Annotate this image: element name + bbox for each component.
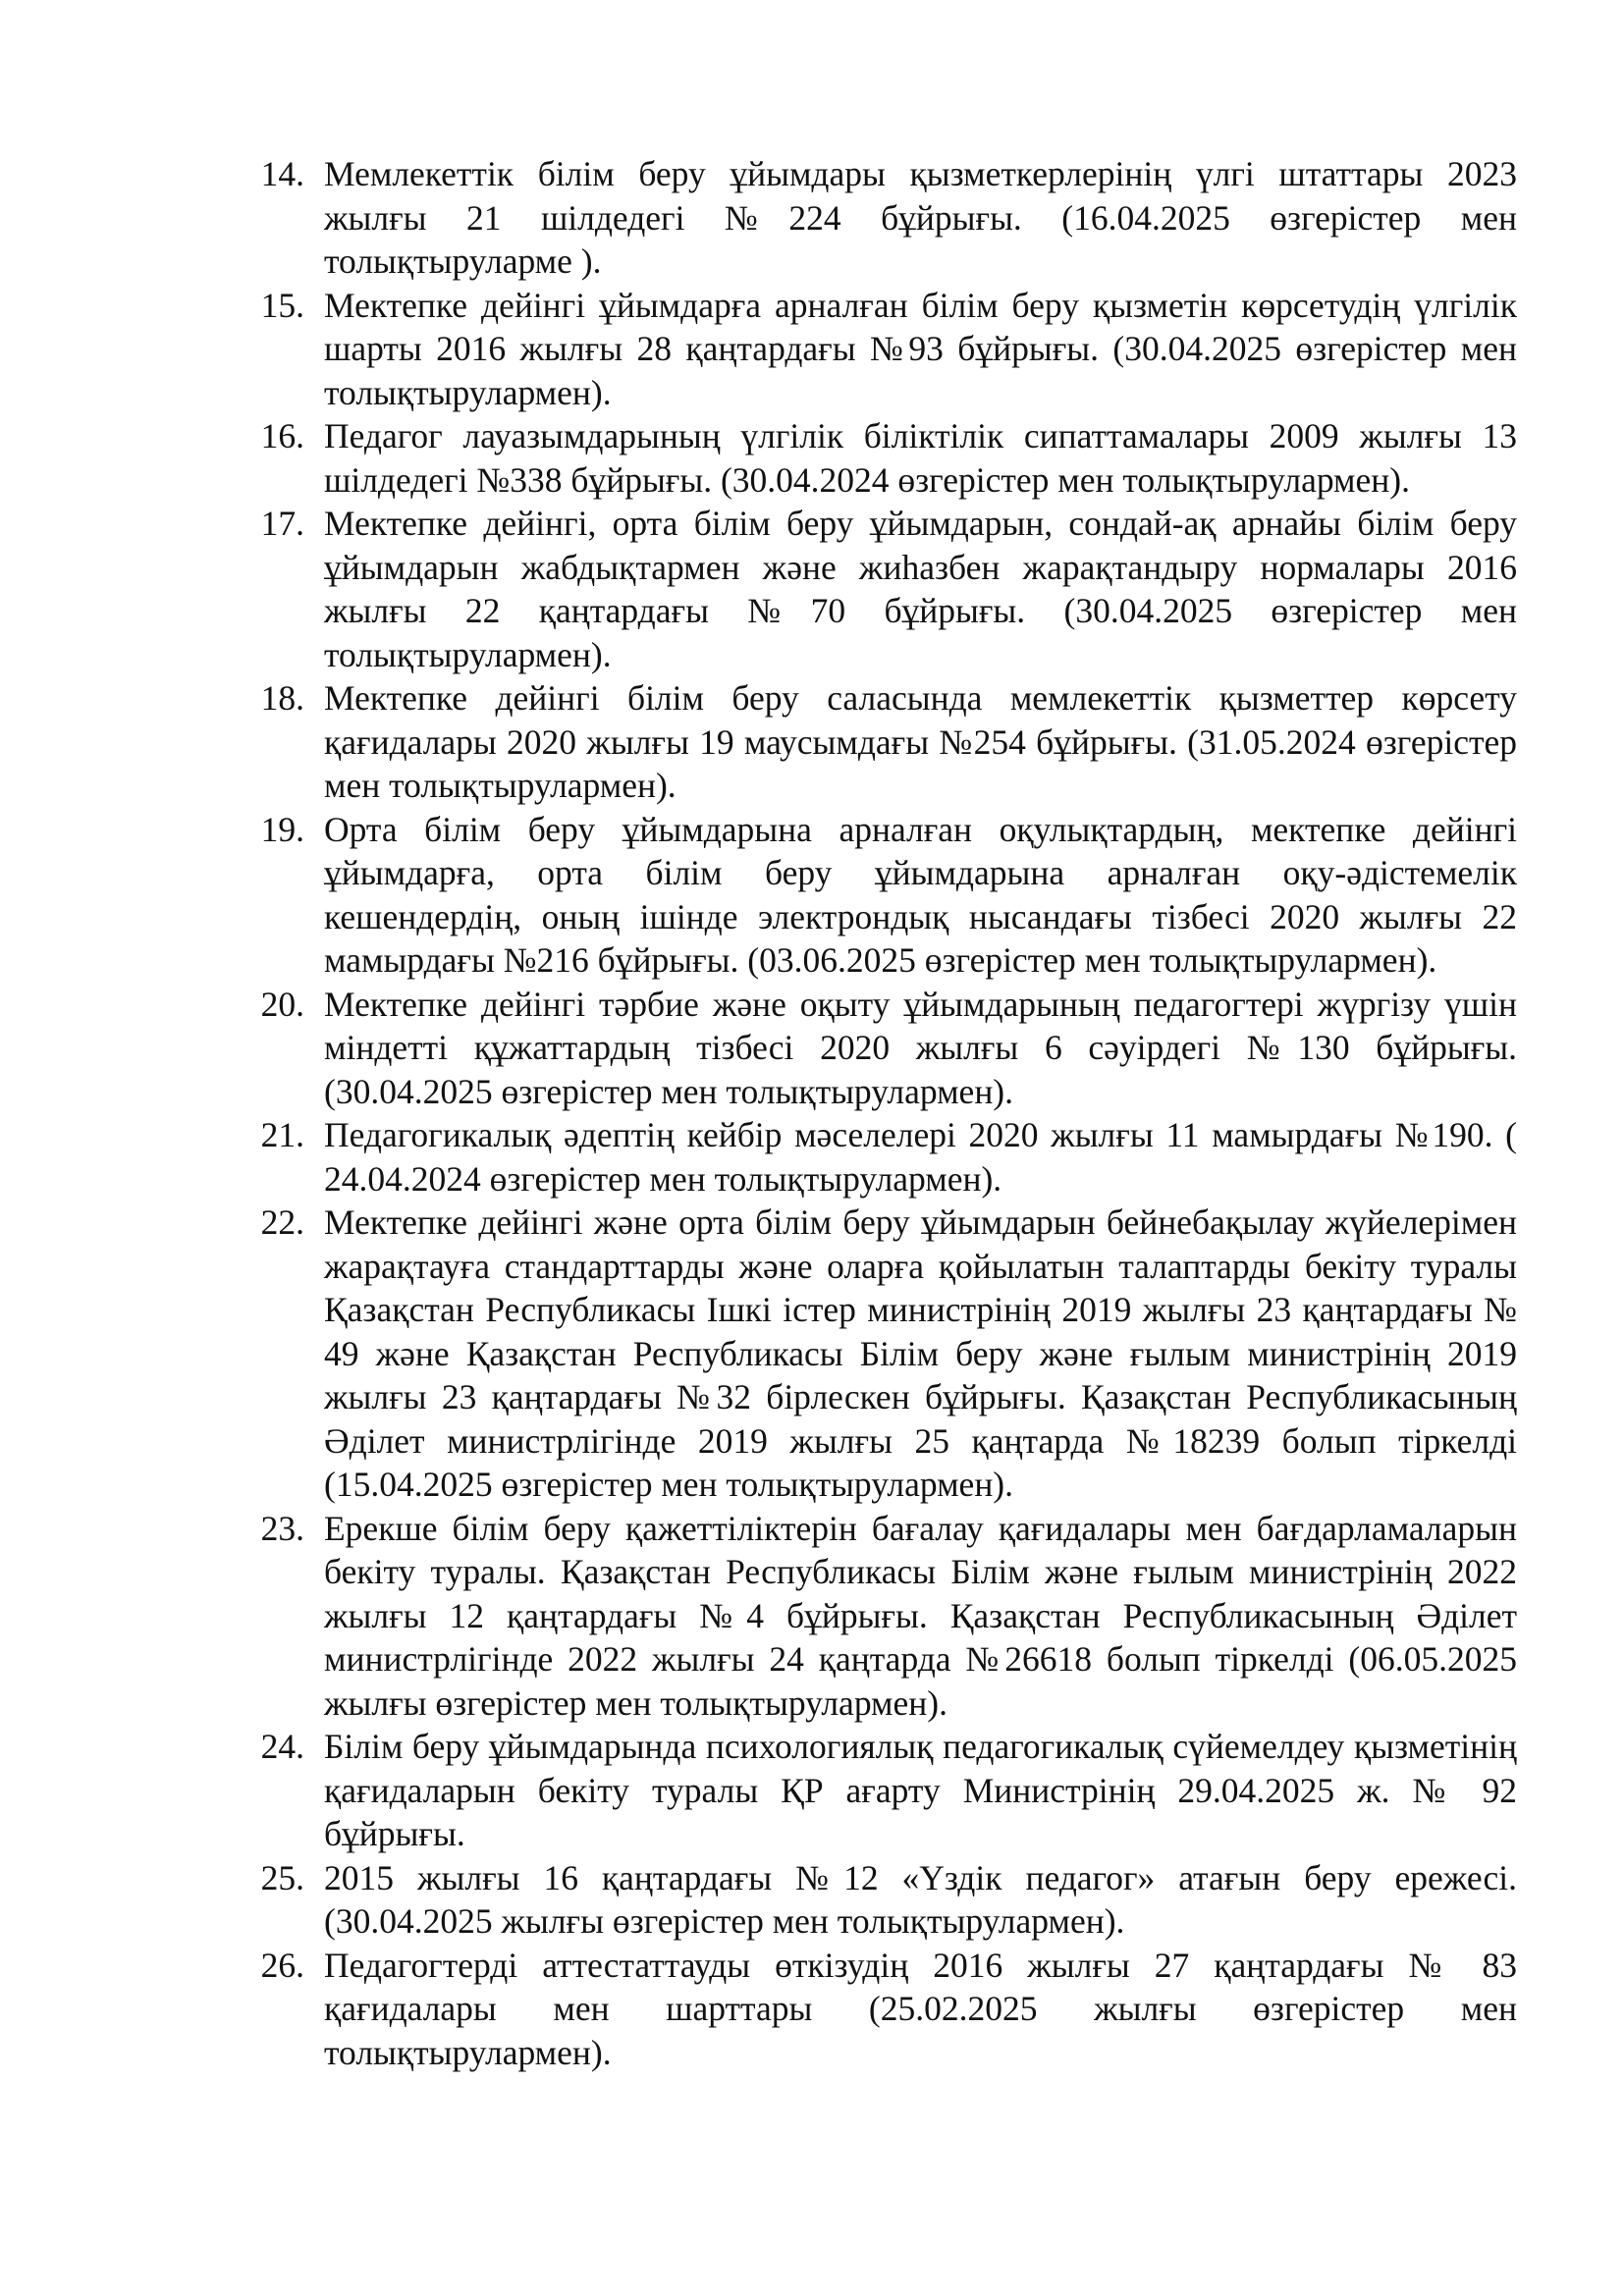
list-item (244, 1113, 1517, 1201)
item-text: Орта білім беру ұйымдарына арналған оқулықтардың, мектепке дейінгі ұйымдарға, орта білім беру ұйымдарына арналған оқу-әдістемелік кешендердің, оның ішінде электрондық нысандағы тізбесі 2020 жылғы 22 мамырдағы №216 бұйрығы. (03.06.2025 өзгерістер мен толықтырулармен). (324, 809, 1517, 980)
list-item (244, 1507, 1517, 1726)
item-text: Мектепке дейінгі, орта білім беру ұйымдарын, сондай-ақ арнайы білім беру ұйымдарын жабдықтармен және жиһазбен жарақтандыру нормалары 2016 жылғы 22 қаңтардағы №70 бұйрығы. (30.04.2025 өзгерістер мен толықтырулармен). (324, 504, 1517, 674)
item-text: Педагогикалық әдептің кейбір мәселелері 2020 жылғы 11 мамырдағы №190. ( 24.04.2024 өзгерістер мен толықтырулармен). (324, 1115, 1517, 1199)
item-text: Мектепке дейінгі тәрбие және оқыту ұйымдарының педагогтері жүргізу үшін міндетті құжаттардың тізбесі 2020 жылғы 6 сәуірдегі №130 бұйрығы. (30.04.2025 өзгерістер мен толықтырулармен). (324, 984, 1517, 1111)
list-item (244, 1725, 1517, 1856)
item-number: 14. (260, 154, 304, 193)
item-text: 2015 жылғы 16 қаңтардағы №12 «Үздік педагог» атағын беру ережесі. (30.04.2025 жылғы өзгерістер мен толықтырулармен). (324, 1857, 1517, 1941)
item-text: Ерекше білім беру қажеттіліктерін бағалау қағидалары мен бағдарламаларын бекіту туралы. Қазақстан Республикасы Білім және ғылым министрінің 2022 жылғы 12 қаңтардағы №4 бұйрығы. Қазақстан Республикасының Әділет министрлігінде 2022 жылғы 24 қаңтарда №26618 болып тіркелді (06.05.2025 жылғы өзгерістер мен толықтырулармен). (324, 1508, 1517, 1723)
item-number: 20. (260, 984, 304, 1024)
list-item (244, 808, 1517, 983)
item-number: 19. (260, 809, 304, 849)
item-number: 26. (260, 1945, 304, 1985)
item-number: 22. (260, 1202, 304, 1242)
item-number: 21. (260, 1115, 304, 1154)
item-number: 25. (260, 1857, 304, 1897)
list-item (244, 676, 1517, 808)
item-number: 17. (260, 504, 304, 543)
list-item (244, 1201, 1517, 1507)
item-number: 23. (260, 1508, 304, 1548)
item-text: Педагог лауазымдарының үлгілік біліктілік сипаттамалары 2009 жылғы 13 шілдедегі №338 бұйрығы. (30.04.2024 өзгерістер мен толықтырулармен). (324, 416, 1517, 500)
item-text: Мектепке дейінгі ұйымдарға арналған білім беру қызметін көрсетудің үлгілік шарты 2016 жылғы 28 қаңтардағы №93 бұйрығы. (30.04.2025 өзгерістер мен толықтырулармен). (324, 285, 1517, 412)
list-item (244, 414, 1517, 502)
regulations-list (244, 152, 1517, 2074)
item-number: 18. (260, 678, 304, 718)
item-number: 16. (260, 416, 304, 455)
list-item (244, 152, 1517, 284)
item-text: Мемлекеттік білім беру ұйымдары қызметкерлерінің үлгі штаттары 2023 жылғы 21 шілдедегі №224 бұйрығы. (16.04.2025 өзгерістер мен толықтыруларме ). (324, 154, 1517, 281)
list-item (244, 983, 1517, 1114)
list-item (244, 284, 1517, 415)
list-item (244, 502, 1517, 676)
item-number: 15. (260, 285, 304, 325)
item-text: Педагогтерді аттестаттауды өткізудің 2016 жылғы 27 қаңтардағы № 83 қағидалары мен шарттары (25.02.2025 жылғы өзгерістер мен толықтырулармен). (324, 1945, 1517, 2072)
item-text: Білім беру ұйымдарында психологиялық педагогикалық сүйемелдеу қызметінің қағидаларын бекіту туралы ҚР ағарту Министрінің 29.04.2025 ж. № 92 бұйрығы. (324, 1727, 1517, 1853)
list-item (244, 1856, 1517, 1944)
item-text: Мектепке дейінгі және орта білім беру ұйымдарын бейнебақылау жүйелерімен жарақтауға стандарттарды және оларға қойылатын талаптарды бекіту туралы Қазақстан Республикасы Ішкі істер министрінің 2019 жылғы 23 қаңтардағы № 49 және Қазақстан Республикасы Білім беру және ғылым министрінің 2019 жылғы 23 қаңтардағы №32 бірлескен бұйрығы. Қазақстан Республикасының Әділет министрлігінде 2019 жылғы 25 қаңтарда №18239 болып тіркелді (15.04.2025 өзгерістер мен толықтырулармен). (324, 1202, 1517, 1504)
item-number: 24. (260, 1727, 304, 1766)
list-item (244, 1944, 1517, 2075)
item-text: Мектепке дейінгі білім беру саласында мемлекеттік қызметтер көрсету қағидалары 2020 жылғы 19 маусымдағы №254 бұйрығы. (31.05.2024 өзгерістер мен толықтырулармен). (324, 678, 1517, 805)
